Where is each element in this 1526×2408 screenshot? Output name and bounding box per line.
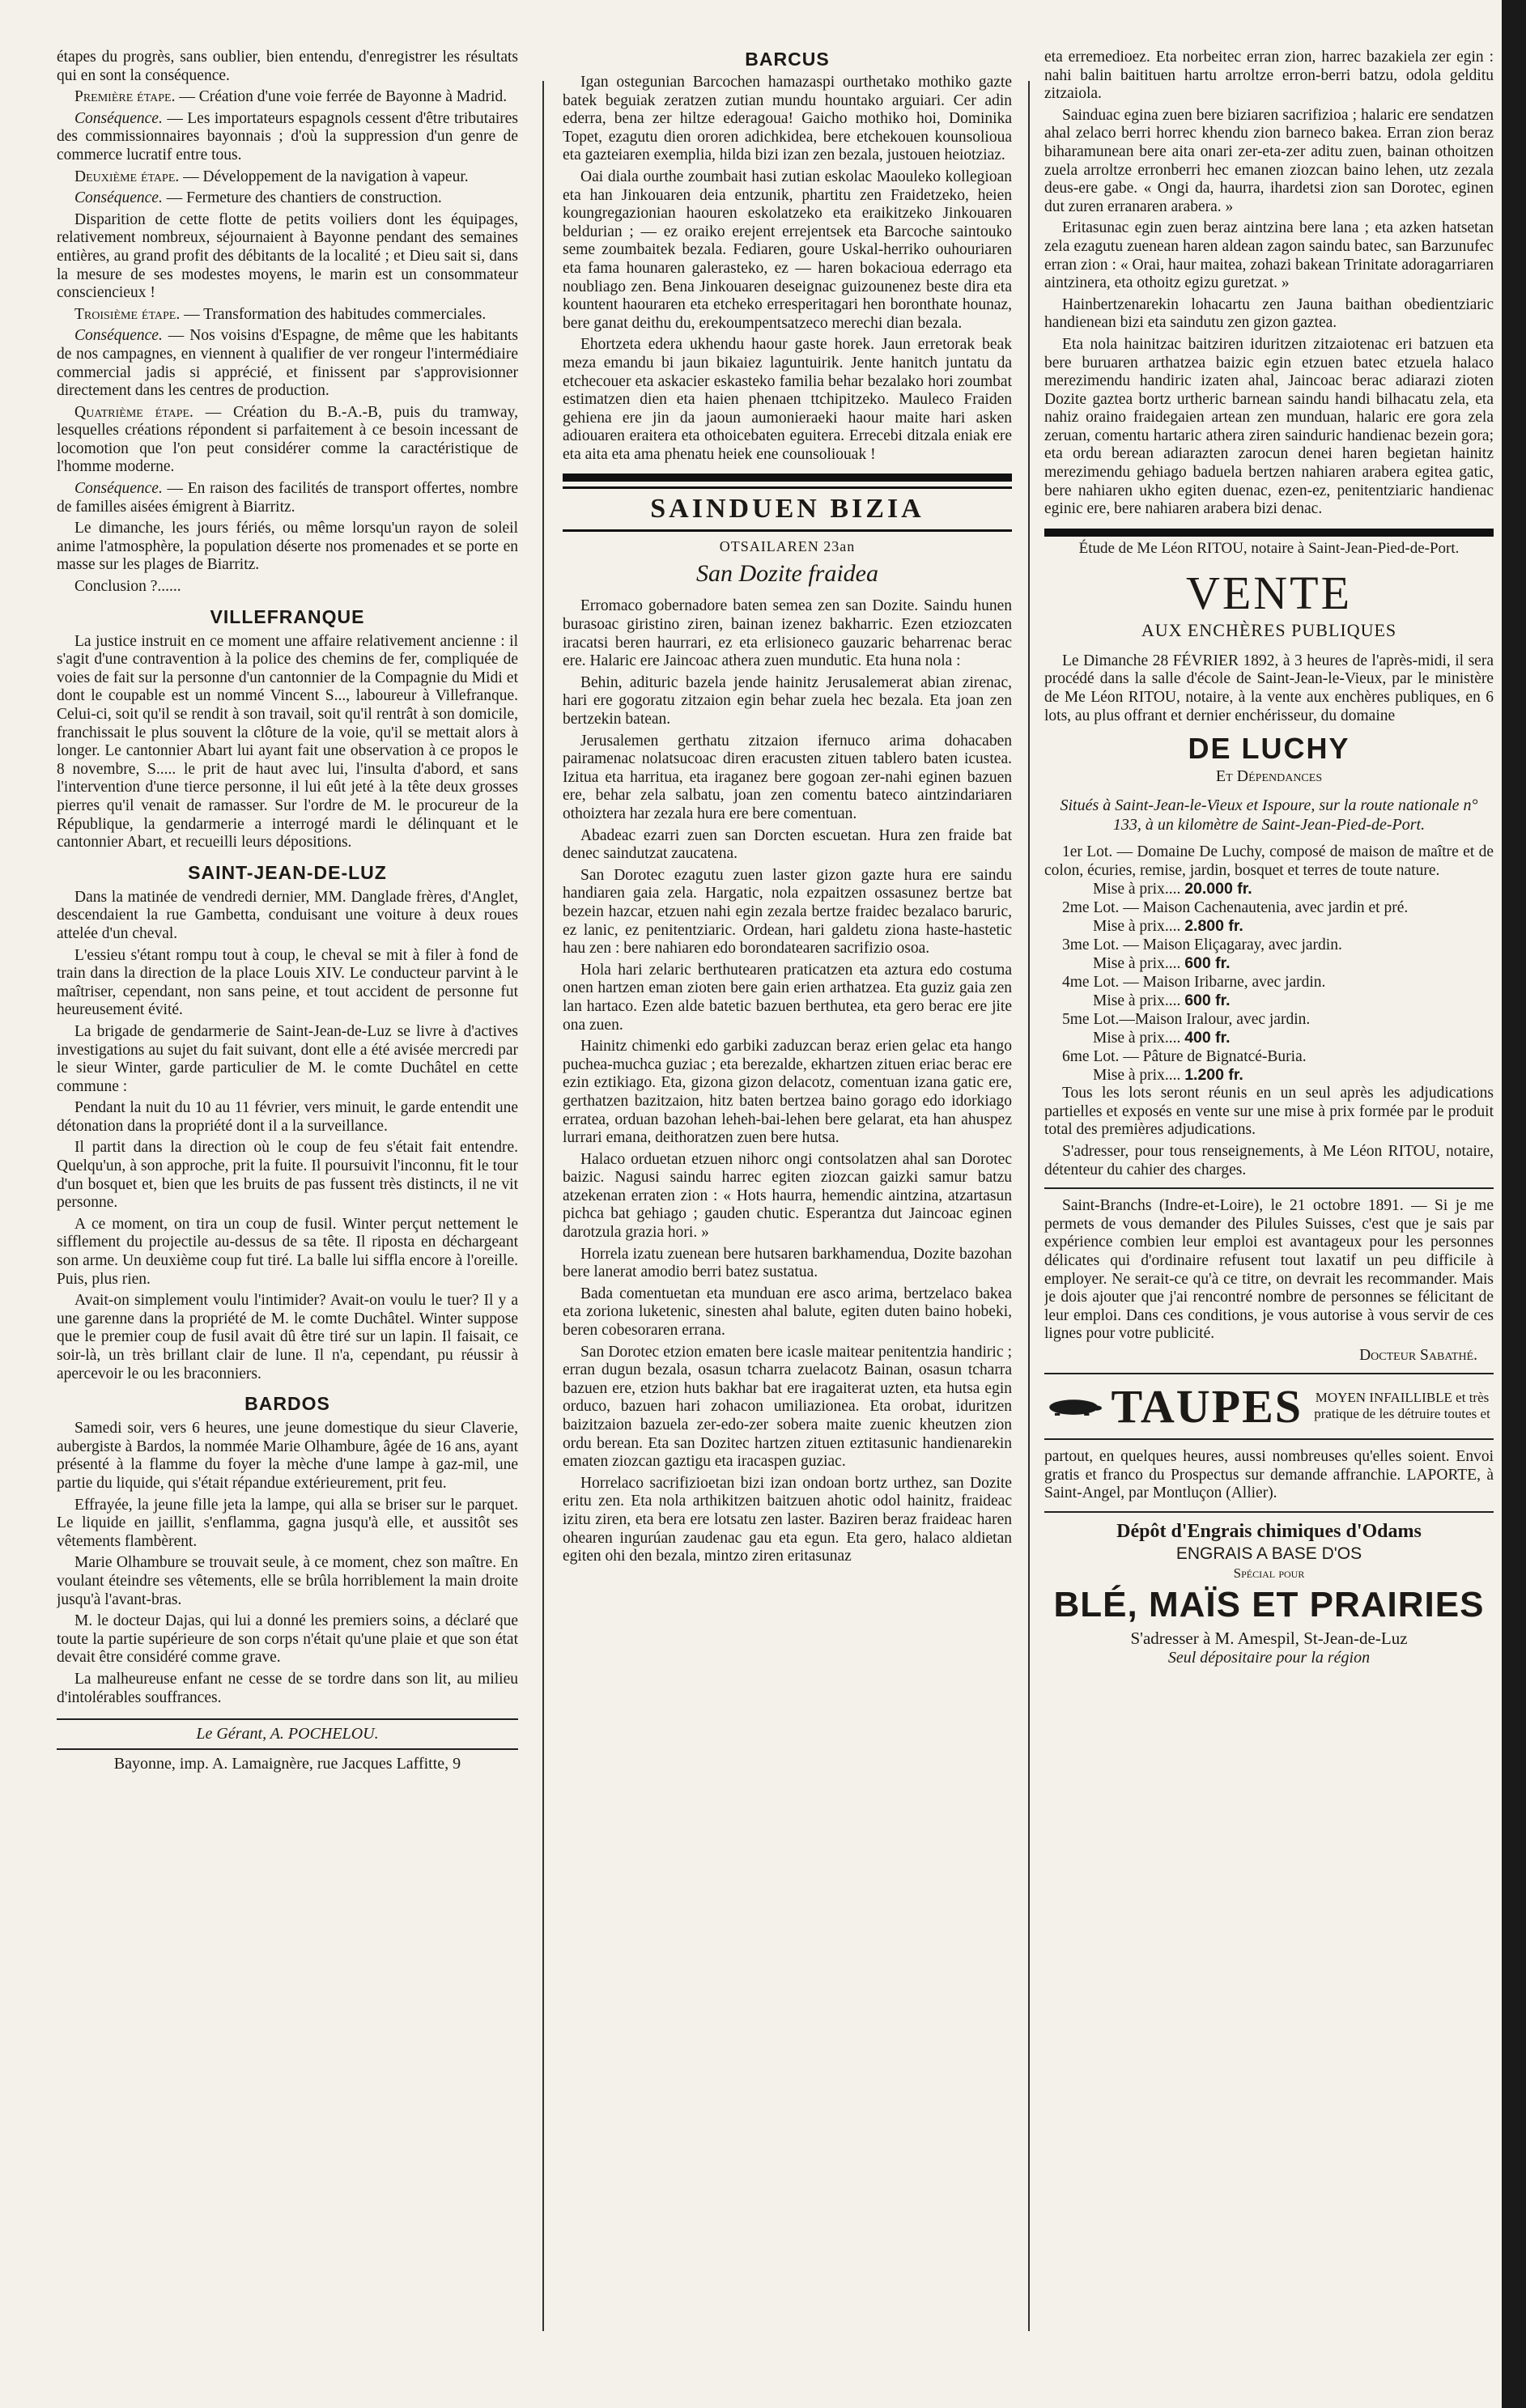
seul-line: Seul dépositaire pour la région: [1167, 1648, 1371, 1667]
paragraph: Effrayée, la jeune fille jeta la lampe, qui alla se briser sur le parquet. Le liquide en jaillit, s'enflamma, gagna jusqu'à elle, et aussitôt ses vêtements flambèrent.: [57, 1496, 518, 1550]
column-3: [1044, 49, 1494, 2380]
gerant-line: Le Gérant, A. POCHELOU.: [57, 1718, 518, 1743]
paragraph: [57, 404, 518, 477]
paragraph: Saint-Branchs (Indre-et-Loire), le 21 octobre 1891. — Si je me permets de vous demander des Pilules Suisses, c'est que je sais par expérience combien leur emploi est avantageux pour les personnes délicates qui d'ordinaire refusent tout laxatif un peu difficile à employer. Ne serait-ce qu'à ce titre, on devrait les recommander. Mais je dois ajouter que j'ai rencontré nombre de personnes se félicitant de leur emploi. Dans ces conditions, je vous autorise à vous servir de ces lignes pour votre publicité.: [1044, 1197, 1494, 1343]
paragraph: Horrelaco sacrifizioetan bizi izan ondoan bortz urthez, san Dozite eritu zen. Eta nola arthikitzen baitzuen ahotic odol hainitz, fraideac izitu ziren, eta bera ere lotsatu zen laster. Baziren beraz fraideac haren ohearen ingurúan zaudenac gau eta egun. Eta gero, halaco aldietan egiten ohi den bezala, mintzo ziren eritasunaz: [563, 1474, 1012, 1565]
paragraph: Jerusalemen gerthatu zitzaion ifernuco arima dohacaben pairamenac nolatsucoac diren eracusten zituen tablero baten icustea. Izitua eta harritua, eta iraganez bere gogoan zer-nahi eginen bazuen ere, behar zela salbatu, joan zen comentu bateco aintzindariaren othoiztera har zezala hura ere bere comentuan.: [563, 732, 1012, 822]
paragraph: Igan ostegunian Barcochen hamazaspi ourthetako mothiko gazte batek beguiak zeratzen zutian mundu hountako arguiari. Cer adin ederra, bena zer hiltze ederagoua! Gaicho mothiko hoi, Dominika Topet, ezagutu dien ororen adichkidea, bere etchekouen kounsolioua eta gazteiaren exemplia, hilda bizi izan zen bezala, justouen heiotziaz.: [563, 74, 1012, 164]
text: — Fermeture des chantiers de construction.: [166, 189, 442, 207]
label: Deuxième étape.: [74, 168, 180, 185]
date-line: OTSAILAREN 23an: [719, 538, 856, 555]
price: 600 fr.: [1184, 992, 1231, 1010]
page-edge: [1502, 0, 1526, 2408]
paragraph: L'essieu s'étant rompu tout à coup, le cheval se mit à filer à fond de train dans la direction de la place Louis XIV. Le conducteur parvint à le maîtriser, cependant, non sans peine, et tout accident de personne fut heureusement évité.: [57, 946, 518, 1019]
divider: [1044, 1187, 1494, 1189]
mise-label: Mise à prix....: [1093, 1030, 1181, 1047]
section-title: SAINT-JEAN-DE-LUZ: [188, 861, 387, 883]
section-title: BARCUS: [745, 49, 830, 70]
engrais-line: ENGRAIS A BASE D'OS: [1175, 1544, 1362, 1563]
lot-price: [1044, 992, 1494, 1010]
paragraph: Samedi soir, vers 6 heures, une jeune domestique du sieur Claverie, aubergiste à Bardos, la nommée Marie Olhambure, âgée de 16 ans, ayant présenté à la flamme du foyer la mèche d'une lampe à gaz-mil, une partie du liquide, qui s'était répandue extérieurement, prit feu.: [57, 1420, 518, 1492]
lot: [1044, 973, 1494, 1010]
section-title: VILLEFRANQUE: [210, 605, 365, 627]
paragraph: [57, 306, 518, 325]
paragraph: Sainduac egina zuen bere biziaren sacrifizioa ; halaric ere sendatzen ahal zelaco berri horrec khendu zion barneco bakea. Erran zion beraz biharamunean bere aita onari zer-eta-zer aditu zuen, bainan othoitzen zuela arroltze erronberri hec emanen ziozcan baino lehen, utz zezala deus-ere gabe. « Ongi da, haurra, ihardetsi zion san Dorotec, eginen dut zuren erranaren arabera. »: [1044, 106, 1494, 215]
lot-label: 5me Lot.—Maison Iralour, avec jardin.: [1062, 1011, 1311, 1029]
column-1: [57, 49, 518, 2380]
paragraph: Bada comentuetan eta munduan ere asco arima, bertzelaco bakea eta zoriona luketenic, sinesten ahal balute, egiten duten baino hobeki, beren cobesoraren errana.: [563, 1285, 1012, 1340]
paragraph: La justice instruit en ce moment une affaire relativement ancienne : il s'agit d'une contravention à la police des chemins de fer, compliquée de voies de fait sur la personne d'un cantonnier de la Compagnie du Midi et dont le coupable est un nommé Vincent S..., laboureur à Villefranque. Celui-ci, soit qu'il se rendit à son travail, soit qu'il rentrât à son domicile, franchissait le plus souvent la clôture de la voie, qu'il se mettait alors à longer. Le cantonnier Abart lui ayant fait une observation à ce propos le 8 novembre, S..... le prit de haut avec lui, l'insulta d'abord, et sans l'intervention d'une tierce personne, il lui eût jeté à la tête deux grosses pierres qu'il venait de ramasser. Sur l'ordre de M. le procureur de la République, la gendarmerie a interrogé mardi le délinquant et le cantonnier Abart, et recueilli leurs dépositions.: [57, 632, 518, 852]
paragraph: San Dorotec etzion ematen bere icasle maitear penitentzia handiric ; erran dugun bezala, osasun tcharra zuelacotz Bainan, osasun tcharra bazuen ere, etzion huts bakhar bat ere iragaiterat uzten, eta hutsa egin orduco, bazuen hari zohacon umiliazionea. Eta orobat, iduritzen baizitzaion bazuela zer-edo-zer sobera maite zuenic kheutzen zion ordu berean. Eta san Dozitec hartzen zituen eztitasunic handienarekin ematen ziozcan gaztigu eta iracaspen guziac.: [563, 1343, 1012, 1471]
text: — Transformation des habitudes commerciales.: [184, 305, 487, 323]
depot-heading: Dépôt d'Engrais chimiques d'Odams: [1116, 1520, 1422, 1542]
text: — Création d'une voie ferrée de Bayonne à Madrid.: [179, 88, 508, 106]
dependances: Et Dépendances: [1215, 767, 1323, 786]
paragraph: Oai diala ourthe zoumbait hasi zutian eskolac Maouleko kollegioan eta han Jinkouaren deia entzunik, phartitu zen Fraidetzeko, heien koungregazionian haouren eskolatzeko eta eraikitzeko Jinkouaren beldurian ; — ez oraiko erejent errejentsek eta Barcoche saintouko seme zoumbaitek bezala. Fediaren, goure Uskal-herriko ouhouriaren eta fama hounaren galerasteko, ez — haren bokacioua ederrago eta noubliago zen. Bena Jinkouaren deseignac guizounenez beste dira eta kountent haouraren eta etcheko erresperitagari hen boronthate hounaz, bere ganat deithu du, erekoumpentsatzeco merechi dian bezala.: [563, 168, 1012, 332]
paragraph: Le Dimanche 28 FÉVRIER 1892, à 3 heures de l'après-midi, il sera procédé dans la salle d'école de Saint-Jean-le-Vieux, par le ministère de Me Léon RITOU, notaire, à la vente aux enchères publiques, en 6 lots, au plus offrant et dernier enchérisseur, du domaine: [1044, 652, 1494, 724]
paragraph: Hola hari zelaric berthutearen praticatzen eta aztura edo costuma onen hartzen eman zioten bere gain erien arthatzea. Eta guziz gaia zen lan hartaco. Ezen alde batetic bazuen berthutea, eta gero berac ere jite ona zuen.: [563, 961, 1012, 1034]
lot-price: [1044, 880, 1494, 898]
situes-line: Situés à Saint-Jean-le-Vieux et Ispoure, sur la route nationale n° 133, à un kilomètre de Saint-Jean-Pied-de-Port.: [1060, 796, 1478, 835]
paragraph: Horrela izatu zuenean bere hutsaren barkhamendua, Dozite bazohan bere lanerat amodio berri batez sustatua.: [563, 1245, 1012, 1281]
section-banner: SAINDUEN BIZIA: [563, 486, 1012, 532]
paragraph: Abadeac ezarri zuen san Dorcten escuetan. Hura zen fraide bat denec saindutzat zaucatena.: [563, 826, 1012, 863]
label: Conséquence.: [74, 327, 163, 345]
mise-label: Mise à prix....: [1093, 1067, 1181, 1085]
etude-line: Étude de Me Léon RITOU, notaire à Saint-Jean-Pied-de-Port.: [1078, 539, 1460, 557]
newspaper-page: [57, 49, 1494, 2380]
address-line: S'adresser à M. Amespil, St-Jean-de-Luz: [1130, 1628, 1408, 1648]
lot: [1044, 1047, 1494, 1085]
text: — Développement de la navigation à vapeur.: [183, 168, 469, 185]
paragraph: A ce moment, on tira un coup de fusil. Winter perçut nettement le sifflement du projectile au-dessus de sa tête. Il riposta en déchargeant son arme. Un deuxième coup fut tiré. La balle lui siffla encore à l'oreille. Puis, plus rien.: [57, 1215, 518, 1288]
mole-icon: [1044, 1386, 1103, 1426]
paragraph: Disparition de cette flotte de petits voiliers dont les équipages, relativement nombreux, séjournaient à Bayonne pendant des semaines entières, au grand profit des débitants de la localité ; et Dieu sait si, dans la mesure de ses modestes moyens, le marin est un consommateur consciencieux !: [57, 210, 518, 302]
paragraph: Il partit dans la direction où le coup de feu s'était fait entendre. Quelqu'un, à son approche, prit la fuite. Il poursuivit l'inconnu, fit le tour d'un bosquet et, bien que les bruits de pas fussent très distincts, il ne vit personne.: [57, 1139, 518, 1212]
encheres-heading: AUX ENCHÈRES PUBLIQUES: [1141, 619, 1397, 640]
paragraph: eta erremedioez. Eta norbeitec erran zion, harrec bazakiela zer egin : nahi balin baitituen hartu arroltze erron-berri batzu, odola gelditu zitzaiola.: [1044, 49, 1494, 103]
paragraph: Conclusion ?......: [74, 578, 181, 596]
lot-label: 1er Lot. — Domaine De Luchy, composé de maison de maître et de colon, écuries, remise, jardin, bosquet et terres de toute nature.: [1044, 843, 1494, 880]
lot-list: [1044, 843, 1494, 1085]
lot: [1044, 1010, 1494, 1047]
label: Quatrième étape.: [74, 403, 193, 421]
paragraph: Le dimanche, les jours fériés, ou même lorsqu'un rayon de soleil anime l'atmosphère, la population déserte nos promenades et se porte en masse sur les plages de Biarritz.: [57, 520, 518, 574]
paragraph: La brigade de gendarmerie de Saint-Jean-de-Luz se livre à d'actives investigations au sujet du fait suivant, dont elle a été avisée mercredi par le sieur Winter, garde particulier de M. le comte Duchâtel en cette commune :: [57, 1022, 518, 1095]
label: Troisième étape.: [74, 305, 181, 323]
text: — Les importateurs espagnols cessent d'être tributaires des commissionnaires bayonnais ; d'où la suppression d'un genre de commerce lucratif entre tous.: [57, 109, 518, 164]
taupes-tagline: MOYEN INFAILLIBLE et très pratique de les détruire toutes et: [1314, 1390, 1490, 1422]
paragraph: San Dorotec ezagutu zuen laster gizon gazte hura ere saindu handiaren gaia zela. Hargatic, nola ezpaitzen ossasunez bertze bat bezein hazcar, etzuen nahi egin zezala bertze fraidec bezalaco baruric, ez lanic, ez penitentziaric. Ordean, hari galdetu ziona haste-hastetic hau zen : bere nahiaren edo borondatearen sacrifizio osoa.: [563, 866, 1012, 958]
label: Première étape.: [74, 88, 176, 106]
taupes-ad: [1044, 1373, 1494, 1440]
lot: [1044, 843, 1494, 898]
section-title: BARDOS: [244, 1393, 330, 1415]
paragraph: Hainitz chimenki edo garbiki zaduzcan beraz erien gelac eta hango puchea-muchca guziac ; eta berezalde, ekhartzen zituen eriac berac ere ezin eztikiago. Eta, gizona gizon delacotz, comentuan izana gatic ere, gerthatzen bazitzaion, hitz baten bertzea baino gorago edo idorkiago erratea, orduan bazohan leheh-bai-lehen bere gelarat, eta han ahuspez lurrari emana, deithoratzen zuen bere hutsa.: [563, 1038, 1012, 1147]
text: — Nos voisins d'Espagne, de même que les habitants de nos campagnes, en viennent à qualifier de ver rongeur l'intermédiaire commercial jadis si apprécié, et finissent par s'approvisionner directement dans les centres de production.: [57, 327, 518, 400]
lot-price: [1044, 917, 1494, 936]
paragraph: partout, en quelques heures, aussi nombreuses qu'elles soient. Envoi gratis et franco du Prospectus sur demande affranchie. LAPORTE, à Saint-Angel, par Montluçon (Allier).: [1044, 1447, 1494, 1502]
paragraph: Behin, adituric bazela jende hainitz Jerusalemerat abian zirenac, hari ere gogoratu zitzaion egin behar zuela hec bezala. Eta joan zen bertzekin batean.: [563, 673, 1012, 728]
paragraph: Hainbertzenarekin lohacartu zen Jauna baithan obedientziaric handienean bizi eta saindutu zen gizon gaztea.: [1044, 295, 1494, 332]
lot: [1044, 936, 1494, 973]
paragraph: Tous les lots seront réunis en un seul après les adjudications partielles et exposés en vente sur une mise à prix formée par le produit total des premières adjudications.: [1044, 1085, 1494, 1139]
mise-label: Mise à prix....: [1093, 955, 1181, 973]
lot-label: 2me Lot. — Maison Cachenautenia, avec jardin et pré.: [1062, 899, 1409, 917]
mise-label: Mise à prix....: [1093, 918, 1181, 936]
signature: Docteur Sabathé.: [1359, 1346, 1477, 1364]
paragraph: S'adresser, pour tous renseignements, à Me Léon RITOU, notaire, détenteur du cahier des charges.: [1044, 1143, 1494, 1179]
paragraph: M. le docteur Dajas, qui lui a donné les premiers soins, a déclaré que toute la partie supérieure de son corps n'était qu'une plaie et que son état devait être considéré comme grave.: [57, 1612, 518, 1667]
paragraph: Avait-on simplement voulu l'intimider? Avait-on voulu le tuer? Il y a une garenne dans la propriété de M. le comte Duchâtel. Winter suppose que le premier coup de fusil avait dû être tiré sur un lapin. Il faisait, ce soir-là, un très brillant clair de lune. Il n'a, cependant, pu réussir à apercevoir le ou les braconniers.: [57, 1292, 518, 1382]
article-title: San Dozite fraidea: [696, 560, 878, 588]
domaine-name: DE LUCHY: [1188, 732, 1350, 766]
price: 20.000 fr.: [1184, 880, 1252, 898]
divider: [1044, 529, 1494, 537]
paragraph: Pendant la nuit du 10 au 11 février, vers minuit, le garde entendit une détonation dans la propriété dont il a la surveillance.: [57, 1099, 518, 1135]
column-2: [563, 49, 1012, 2380]
lot-price: [1044, 954, 1494, 973]
label: Conséquence.: [74, 109, 163, 127]
price: 2.800 fr.: [1184, 917, 1243, 936]
paragraph: Dans la matinée de vendredi dernier, MM. Danglade frères, d'Anglet, descendaient la rue Gambetta, conduisant une voiture à deux roues attelée d'un cheval.: [57, 888, 518, 942]
price: 400 fr.: [1184, 1029, 1231, 1047]
column-rule: [542, 81, 544, 2331]
price: 1.200 fr.: [1184, 1066, 1243, 1085]
label: Conséquence.: [74, 189, 163, 207]
paragraph: Halaco orduetan etzuen nihorc ongi contsolatzen ahal san Dorotec baizic. Nagusi saindu harrec egiten ziozcan gaizki samur batzu atzekenan erraten zion : « Hots haurra, hemendic aintzina, atzartasun pichca bat gehiago ; gauden chutic. Esperantza dut Jaincoac eginen darotzula grazia hori. »: [563, 1150, 1012, 1242]
paragraph: [57, 480, 518, 516]
paragraph: [57, 189, 518, 208]
lot-label: 6me Lot. — Pâture de Bignatcé-Buria.: [1062, 1048, 1307, 1066]
divider: [563, 474, 1012, 482]
paragraph: Ehortzeta edera ukhendu haour gaste horek. Jaun erretorak beak meza emandu bi jaun bikaiez laguntuirik. Jente hanitch juntatu da etchecouer eta askacier eskasteko familia behar bezalako hori zoumbat estimatzen dien eta haien phenaen ttchipitzeko. Mauleco Fraiden gehienа ere jin da jaoun aumonieraeki haour maite hari asken adiouaren eraitera eta othoicebaten eguitera. Errecebi ditzala eniak ere eta aita eta ama phenatu heiek ene counsoliouak !: [563, 336, 1012, 463]
taupes-word: TAUPES: [1111, 1379, 1303, 1433]
lot-label: 3me Lot. — Maison Eliçagaray, avec jardin.: [1062, 936, 1342, 954]
text: — En raison des facilités de transport offertes, nombre de familles aisées émigrent à Biarritz.: [57, 480, 518, 516]
paragraph: Marie Olhambure se trouvait seule, à ce moment, chez son maître. En voulant éteindre ses vêtements, elle se brûla horriblement la main droite jusqu'à l'avant-bras.: [57, 1554, 518, 1608]
paragraph: [57, 168, 518, 187]
price: 600 fr.: [1184, 954, 1231, 973]
paragraph: Eritasunac egin zuen beraz aintzina bere lana ; eta azken hatsetan zela ezagutu zuenean haren aldean zagon saindu batec, san Barzunufec erran zion : « Orai, haur maitea, zohazi bakean Trinitate adoragarriaren aintzinera, eta othoitz egizu guretzat. »: [1044, 219, 1494, 292]
lot-label: 4me Lot. — Maison Iribarne, avec jardin.: [1062, 974, 1326, 992]
vente-heading: VENTE: [1185, 566, 1353, 619]
imprimeur-line: Bayonne, imp. A. Lamaignère, rue Jacques Laffitte, 9: [57, 1748, 518, 1773]
mise-label: Mise à prix....: [1093, 992, 1181, 1010]
paragraph: [57, 327, 518, 400]
paragraph: Eta nola hainitzac baitziren iduritzen zitzaiotenac eri batzuen eta bere buruaren arthatzea baizic egin etzuen batec etzuela halaco merezimendu handiric izaten ahal, Jaincoac berac adiarazi zioten Dozite gaztea bortz urtheric barnean saindu handi bilhacatu zela, eta nahiz oraino fraidegaien artean zen munduan, halaric ere gora zela zeruan, comentu hartaric athera ziren sainduric handienac bezein gora; eta ordu berean adiarazten zarocun denei haren begietan hainitz merezimendu gehiago baduela bertzen nahiaren arabera egitea gatic, bere nahiaren ukho egiten duenac, ezen-ez, penitentziaric handienac eginic ere, bere nahiaren arabera bizi denac.: [1044, 335, 1494, 518]
lot: [1044, 898, 1494, 936]
text: — Création du B.-A.-B, puis du tramway, lesquelles créations répondent si parfaitement à ce besoin incessant de locomotion que l'on peut considérer comme la caractéristique de l'homme moderne.: [57, 403, 518, 476]
ble-heading: BLÉ, MAÏS ET PRAIRIES: [1053, 1584, 1485, 1624]
mise-label: Mise à prix....: [1093, 881, 1181, 898]
paragraph: étapes du progrès, sans oublier, bien entendu, d'enregistrer les résultats qui en sont la conséquence.: [57, 49, 518, 84]
paragraph: [57, 110, 518, 165]
lot-price: [1044, 1029, 1494, 1047]
special-line: Spécial pour: [1233, 1565, 1305, 1581]
divider: [1044, 1511, 1494, 1513]
label: Conséquence.: [74, 480, 163, 498]
paragraph: La malheureuse enfant ne cesse de se tordre dans son lit, au milieu d'intolérables souffrances.: [57, 1670, 518, 1706]
paragraph: [57, 88, 518, 107]
column-rule: [1028, 81, 1030, 2331]
paragraph: Erromaco gobernadore baten semea zen san Dozite. Saindu hunen burasoac giristino ziren, bainan izenez bakharric. Ezen etziozcaten iracatsi beren haurrari, ez eta erlisioneco gauzaric beharrenac berac ere. Halaric ere Jaincoac athera zuen mundutic. Eta huna nola :: [563, 597, 1012, 670]
lot-price: [1044, 1066, 1494, 1085]
